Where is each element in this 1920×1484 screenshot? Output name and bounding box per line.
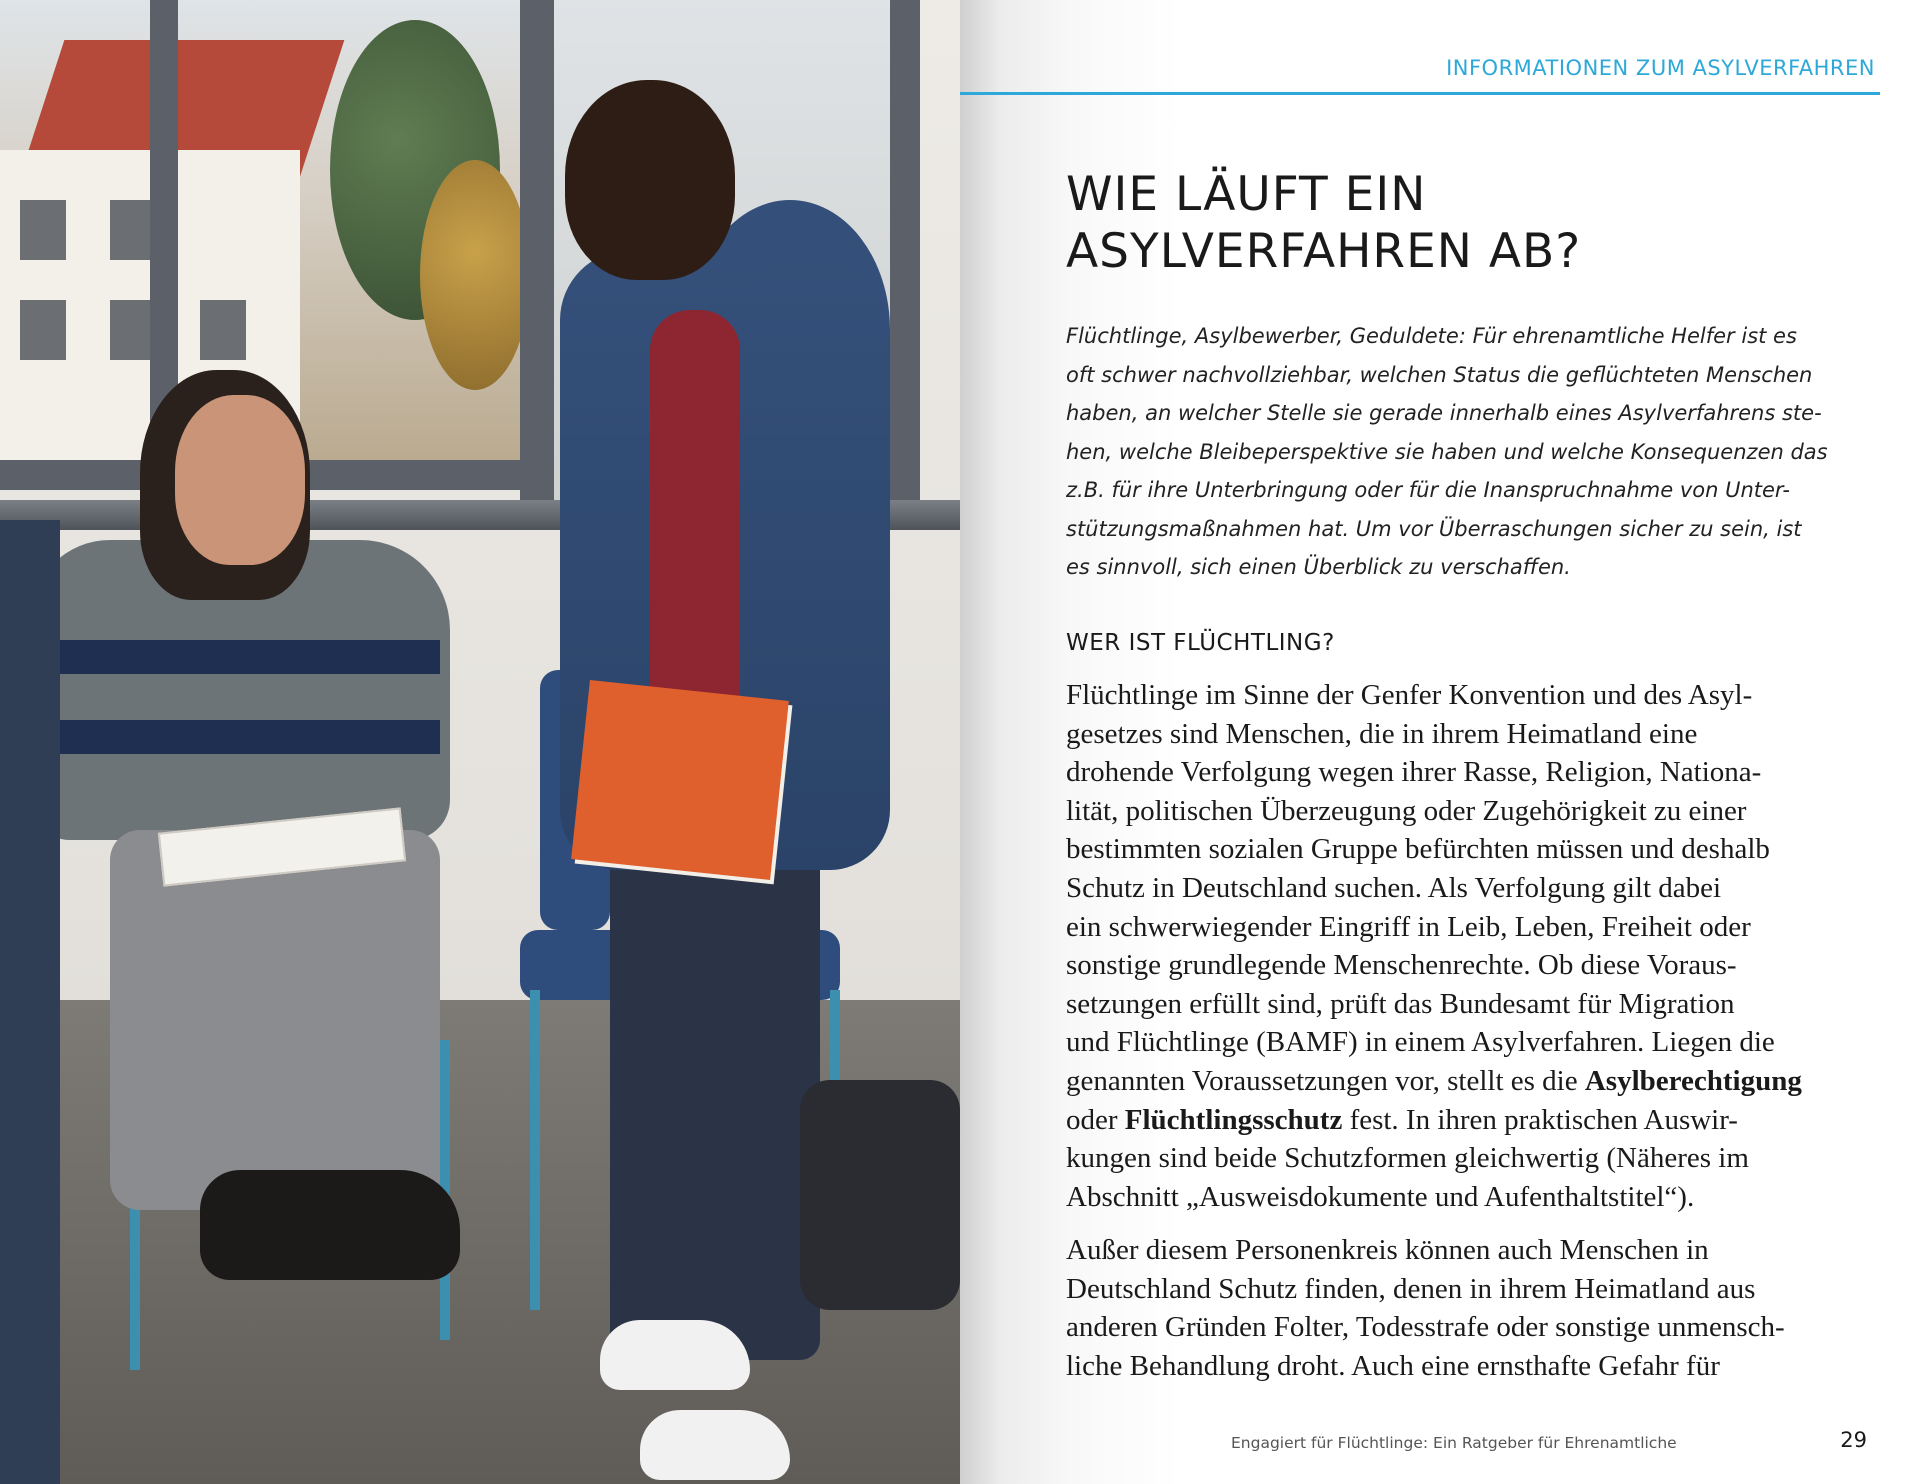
seated-man-boot: [200, 1170, 460, 1280]
page-title: [1066, 166, 1846, 280]
body-line: [1066, 1062, 1866, 1101]
autumn-tree: [420, 160, 530, 390]
body-line: drohende Verfolgung wegen ihrer Rasse, Religion, Nationa-: [1066, 756, 1762, 789]
section-heading: WER IST FLÜCHTLING?: [1066, 630, 1335, 656]
sweater-stripe: [40, 640, 440, 674]
body-line: liche Behandlung droht. Auch eine ernsthafte Gefahr für: [1066, 1349, 1720, 1382]
person-edge: [0, 520, 60, 1484]
body-line: Deutschland Schutz finden, denen in ihrem Heimatland aus: [1066, 1272, 1756, 1305]
standing-man-head: [565, 80, 735, 280]
header-rule: [960, 92, 1880, 95]
body-line: lität, politischen Überzeugung oder Zugehörigkeit zu einer: [1066, 794, 1747, 827]
body-text: oder: [1066, 1103, 1125, 1136]
title-line: WIE LÄUFT EIN: [1066, 167, 1427, 222]
intro-line: es sinnvoll, sich einen Überblick zu verschaffen.: [1066, 555, 1571, 579]
seated-man-pants: [110, 830, 440, 1210]
body-paragraph-2: [1066, 1231, 1866, 1385]
running-head: INFORMATIONEN ZUM ASYLVERFAHREN: [1446, 56, 1875, 80]
body-line: Flüchtlinge im Sinne der Genfer Konvention und des Asyl-: [1066, 679, 1753, 711]
body-line: und Flüchtlinge (BAMF) in einem Asylverfahren. Liegen die: [1066, 1026, 1775, 1059]
intro-line: oft schwer nachvollziehbar, welchen Status die geflüchteten Menschen: [1066, 362, 1813, 387]
body-line: [1066, 1101, 1866, 1140]
body-line: ein schwerwiegender Eingriff in Leib, Leben, Freiheit oder: [1066, 910, 1751, 943]
body-paragraph-1: [1066, 676, 1866, 1216]
house-window: [20, 200, 66, 260]
window-frame: [890, 0, 920, 510]
body-line: Außer diesem Personenkreis können auch Menschen in: [1066, 1234, 1709, 1266]
standing-man-shoe: [600, 1320, 750, 1390]
body-line: anderen Gründen Folter, Todesstrafe oder sonstige unmensch-: [1066, 1311, 1785, 1344]
orange-book: [571, 680, 789, 880]
body-line: gesetzes sind Menschen, die in ihrem Heimatland eine: [1066, 717, 1698, 750]
text-page: [960, 0, 1920, 1484]
intro-line: z.B. für ihre Unterbringung oder für die Inanspruchnahme von Unter-: [1066, 478, 1790, 502]
seated-man-face: [175, 395, 305, 565]
house-window: [200, 300, 246, 360]
term-fluechtlingsschutz: Flüchtlingsschutz: [1124, 1103, 1343, 1136]
sweater-stripe: [40, 720, 440, 754]
footer-book-title: Engagiert für Flüchtlinge: Ein Ratgeber für Ehrenamtliche: [1231, 1434, 1677, 1452]
intro-line: stützungsmaßnahmen hat. Um vor Überraschungen sicher zu sein, ist: [1066, 516, 1802, 541]
title-line: ASYLVERFAHREN AB?: [1066, 224, 1582, 279]
body-line: setzungen erfüllt sind, prüft das Bundesamt für Migration: [1066, 987, 1735, 1020]
intro-line: Flüchtlinge, Asylbewerber, Geduldete: Für ehrenamtliche Helfer ist es: [1066, 324, 1797, 348]
body-line: kungen sind beide Schutzformen gleichwertig (Näheres im: [1066, 1142, 1749, 1175]
body-text: genannten Voraussetzungen vor, stellt es die: [1066, 1064, 1585, 1097]
term-asylberechtigung: Asylberechtigung: [1584, 1064, 1802, 1097]
intro-paragraph: [1066, 317, 1866, 587]
house-window: [20, 300, 66, 360]
bag: [800, 1080, 960, 1310]
body-line: Schutz in Deutschland suchen. Als Verfolgung gilt dabei: [1066, 871, 1722, 904]
intro-line: hen, welche Bleibeperspektive sie haben und welche Konsequenzen das: [1066, 439, 1828, 464]
body-line: Abschnitt „Ausweisdokumente und Aufenthaltstitel“).: [1066, 1180, 1695, 1213]
body-line: sonstige grundlegende Menschenrechte. Ob diese Voraus-: [1066, 949, 1737, 982]
page-number: 29: [1840, 1428, 1867, 1452]
body-text: fest. In ihren praktischen Auswir-: [1342, 1103, 1738, 1136]
standing-man-shoe: [640, 1410, 790, 1480]
body-line: bestimmten sozialen Gruppe befürchten müssen und deshalb: [1066, 833, 1770, 866]
chair-leg: [530, 990, 540, 1310]
window-frame: [520, 0, 554, 510]
intro-line: haben, an welcher Stelle sie gerade innerhalb eines Asylverfahrens ste-: [1066, 401, 1822, 425]
standing-man-jeans: [610, 840, 820, 1360]
